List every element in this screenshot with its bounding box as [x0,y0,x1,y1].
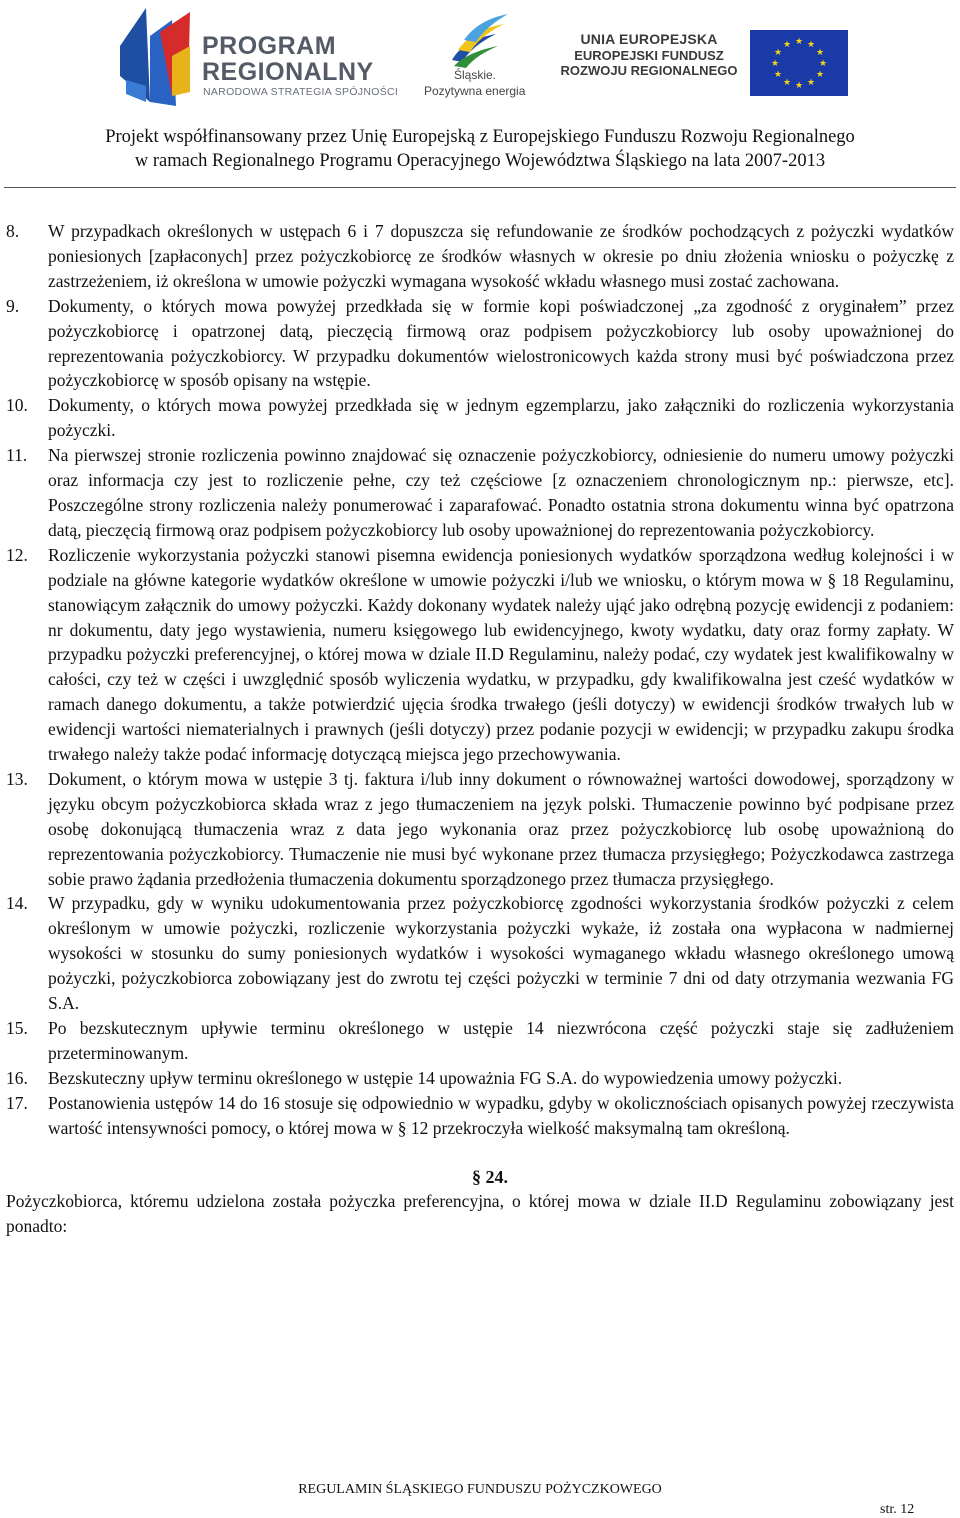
slaskie-logo [414,10,544,102]
item-number: 17. [6,1092,28,1113]
item-number: 9. [6,295,20,316]
list-item [0,1091,960,1141]
svg-text:★: ★ [815,48,825,58]
svg-text:★: ★ [806,78,816,88]
item-text: W przypadku, gdy w wyniku udokumentowania przez pożyczkobiorcę zgodności wykorzystania środków pożyczki z celem określonym w umowie pożyczki, rozliczenie wykorzystania pożyczki wykaże, iż została ona wypłacona w nadmiernej wysokości w stosunku do sumy poniesionych wydatków i wysokości wymaganego wkładu własnego określonego umową pożyczki, pożyczkobiorca zobowiązany jest do zwrotu tej części pożyczki w terminie 7 dni od daty otrzymania wezwania FG S.A. [48,893,954,1014]
slaskie-wave-icon [414,10,544,70]
regionalny-label: REGIONALNY [202,58,374,86]
svg-text:★: ★ [815,70,825,80]
svg-text:★: ★ [818,59,828,69]
item-text: Na pierwszej stronie rozliczenia powinno znajdować się oznaczenie pożyczkobiorcy, odniesienie do numeru umowy pożyczki oraz informacja czy jest to rozliczenie pełne, czy też częściowe [z oznaczeniem chronologicznym np.: pierwsze, etc]. Poszczególne strony rozliczenia należy ponumerować i zaparafować. Ponadto ostatnia strona dokumentu winna być opatrzona datą, pieczęcią firmową oraz podpisem pożyczkobiorcy lub osoby upoważnionej do reprezentowania pożyczkobiorcy. [48,445,954,540]
program-label: PROGRAM [202,32,337,60]
item-number: 11. [6,445,28,466]
eu-flag-icon [750,30,848,96]
item-number: 8. [6,221,20,241]
item-text: Dokumenty, o których mowa powyżej przedkłada się w formie kopi poświadczonej „za zgodność z oryginałem” przez pożyczkobiorcę i opatrzonej datą, pieczęcią firmową oraz podpisem pożyczkobiorcy lub osoby upoważnionej do reprezentowania pożyczkobiorcy. W przypadku dokumentów wielostronicowych każda strony musi być poświadczona przez pożyczkobiorcę w sposób opisany na wstępie. [48,295,954,391]
item-text: Rozliczenie wykorzystania pożyczki stanowi pisemna ewidencja poniesionych wydatków sporządzona według kolejności i w podziale na główne kategorie wydatków określone w umowie pożyczki i/lub we wniosku, o którym mowa w § 18 Regulaminu, stanowiącym załącznik do umowy pożyczki. Każdy dokonany wydatek należy ująć jako odrębną pozycję ewidencji z podaniem: nr dokumentu, daty jego wystawienia, numeru księgowego lub ewidencyjnego, kwoty wydatku, daty oraz formy zapłaty. W przypadku pożyczki preferencyjnej, o której mowa w dziale II.D Regulaminu, należy podać, czy wydatek jest kwalifikowalny w całości, czy też w części i uwzględnić sposób wyliczenia wydatku, w przypadku, gdy kwalifikowalna jest cześć wydatków w ramach danego dokumentu, a także potwierdzić ujęcia środka trwałego (jeśli dotyczy) w ewidencji środków trwałych lub w ewidencji wartości niematerialnych i prawnych (jeśli dotyczy) przez podanie pozycji w ewidencji; w przypadku zakupu środka trwałego należy także podać informację dotyczącą miejsca jego przechowywania. [48,544,954,765]
item-number: 10. [6,395,28,416]
item-number: 13. [6,768,28,789]
eu-logo [556,30,856,102]
svg-text:★: ★ [773,48,783,58]
strategy-label: NARODOWA STRATEGIA SPÓJNOŚCI [203,86,399,98]
list-item [0,891,960,1016]
item-number: 14. [6,893,28,914]
section-text: Pożyczkobiorca, któremu udzielona została pożyczka preferencyjna, o której mowa w dziale II.D Regulaminu zobowiązany jest ponadto: [6,1191,954,1237]
list-item [0,393,960,443]
item-text: Po bezskutecznym upływie terminu określonego w ustępie 14 niezwrócona część pożyczki staje się zadłużeniem przeterminowanym. [48,1018,954,1063]
item-text: Dokument, o którym mowa w ustępie 3 tj. faktura i/lub inny dokument o równoważnej wartości dowodowej, sporządzony w języku obcym pożyczkobiorca składa wraz z jego tłumaczeniem na język polski. Tłumaczenie powinno być podpisane przez osobę dokonującą tłumaczenia wraz z data jego wykonania oraz przez pożyczkobiorcę lub osobę upoważnioną do reprezentowania pożyczkobiorcy. Tłumaczenie nie musi być wykonane przez tłumacza przysięgłego; Pożyczkodawca zastrzega sobie prawo żądania przedłożenia tłumaczenia dokumentu sporządzonego przez tłumacza przysięgłego. [48,768,954,889]
svg-text:★: ★ [806,40,816,50]
header-divider [4,187,956,188]
svg-text:★: ★ [773,70,783,80]
item-number: 12. [6,544,28,565]
eu-fund-label: EUROPEJSKI FUNDUSZ [574,48,724,63]
program-regionalny-logo [112,6,402,110]
slaskie-name: Śląskie. [454,68,497,82]
item-text: Bezskuteczny upływ terminu określonego w ustępie 14 upoważnia FG S.A. do wypowiedzenia umowy pożyczki. [48,1067,843,1088]
list-item [0,1066,960,1091]
document-body [0,219,960,1239]
list-item [0,767,960,892]
list-item [0,294,960,394]
program-regionalny-mark-icon [116,6,196,110]
svg-text:★: ★ [770,59,780,69]
item-text: Postanowienia ustępów 14 do 16 stosuje się odpowiednio w wypadku, gdyby w okolicznościach opisanych powyżej rzeczywista wartość intensywności pomocy, o której mowa w § 12 przekroczyła wielkość maksymalną tam określoną. [48,1092,954,1138]
program-line: w ramach Regionalnego Programu Operacyjnego Województwa Śląskiego na lata 2007-2013 [134,151,826,171]
svg-text:★: ★ [782,78,792,88]
svg-text:★: ★ [794,37,804,47]
page-number: str. 12 [880,1502,915,1517]
eu-development-label: ROZWOJU REGIONALNEGO [560,63,738,78]
footer-title: REGULAMIN ŚLĄSKIEGO FUNDUSZU POŻYCZKOWEGO [298,1482,662,1497]
item-text: W przypadkach określonych w ustępach 6 i 7 dopuszcza się refundowanie ze środków pochodzących z pożyczki wydatków poniesionych [zapłaconych] przez pożyczkobiorcę ze środków własnych w okresie po dniu złożenia wniosku o pożyczkę z zastrzeżeniem, iż określona w umowie pożyczki wymagana wysokość wkładu własnego musi zostać zachowana. [48,221,954,291]
svg-text:★: ★ [782,40,792,50]
page-header [0,0,960,190]
item-number: 16. [6,1067,28,1088]
eu-union-label: UNIA EUROPEJSKA [580,31,718,47]
svg-text:★: ★ [794,81,804,91]
item-text: Dokumenty, o których mowa powyżej przedkłada się w jednym egzemplarzu, jako załączniki do rozliczenia wykorzystania pożyczki. [48,395,954,441]
slaskie-slogan: Pozytywna energia [424,84,526,98]
list-item [0,543,960,767]
section-title: § 24. [472,1166,508,1187]
cofinancing-line: Projekt współfinansowany przez Unię Europejską z Europejskiego Funduszu Rozwoju Regionalnego [105,127,855,147]
item-number: 15. [6,1018,28,1038]
list-item [0,1016,960,1066]
list-item [0,443,960,543]
list-item [0,219,960,294]
